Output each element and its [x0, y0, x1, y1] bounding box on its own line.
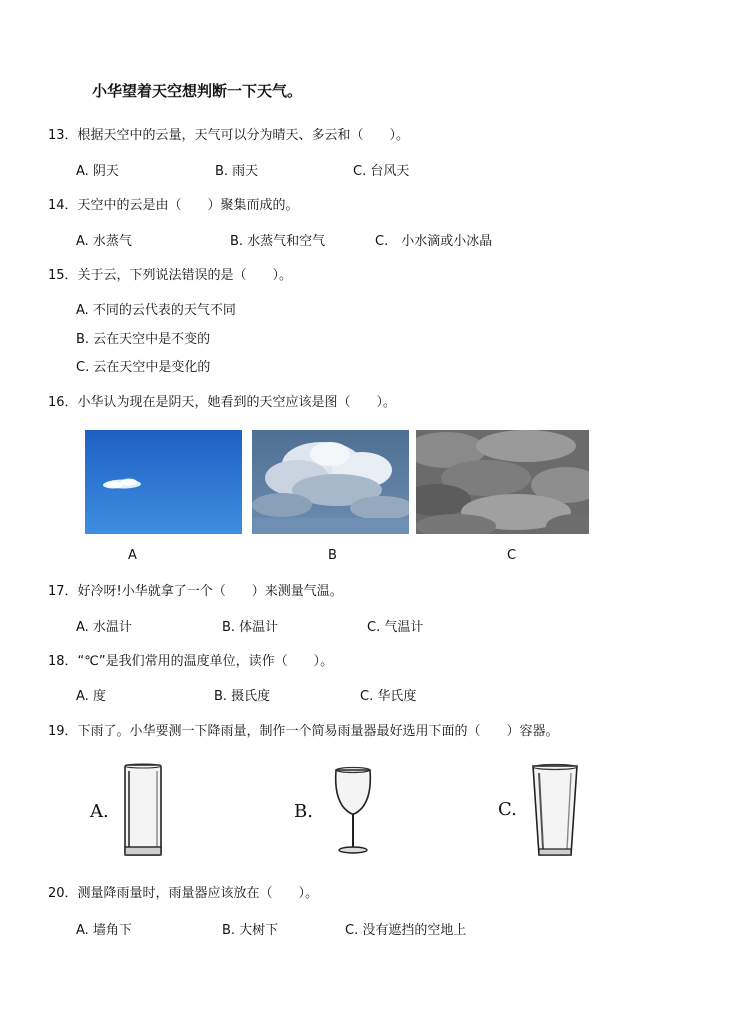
q15-option-a[interactable]: A. 不同的云代表的天气不同 — [76, 303, 236, 318]
clear-sky-photo — [85, 430, 242, 534]
wine-glass-icon[interactable] — [330, 766, 376, 860]
question-16: 16．小华认为现在是阴天，她看到的天空应该是图（ ）。 — [48, 395, 397, 410]
question-17: 17．好冷呀!小华就拿了一个（ ）来测量气温。 — [48, 584, 343, 599]
q20-option-b[interactable]: B. 大树下 — [222, 923, 279, 938]
question-18: 18．“℃”是我们常用的温度单位，读作（ ）。 — [48, 654, 334, 669]
glass-label-a[interactable]: A. — [90, 801, 109, 822]
overcast-sky-photo — [416, 430, 589, 534]
cumulus-cloud-photo — [252, 430, 409, 534]
question-14: 14．天空中的云是由（ ）聚集而成的。 — [48, 198, 299, 213]
section-title: 小华望着天空想判断一下天气。 — [92, 82, 303, 100]
glass-label-b[interactable]: B. — [294, 801, 313, 822]
q20-option-c[interactable]: C. 没有遮挡的空地上 — [345, 923, 467, 938]
q14-option-b[interactable]: B. 水蒸气和空气 — [230, 234, 326, 249]
glass-label-c[interactable]: C. — [498, 799, 517, 820]
q17-option-b[interactable]: B. 体温计 — [222, 620, 279, 635]
question-15: 15．关于云，下列说法错误的是（ ）。 — [48, 268, 293, 283]
tapered-glass-icon[interactable] — [530, 763, 580, 863]
tall-glass-icon[interactable] — [122, 763, 164, 863]
q13-option-b[interactable]: B. 雨天 — [215, 164, 259, 179]
q15-option-b[interactable]: B. 云在天空中是不变的 — [76, 332, 211, 347]
photo-label-b[interactable]: B — [328, 548, 337, 563]
question-13: 13．根据天空中的云量，天气可以分为晴天、多云和（ ）。 — [48, 128, 410, 143]
question-19: 19．下雨了。小华要测一下降雨量，制作一个简易雨量器最好选用下面的（ ）容器。 — [48, 724, 559, 739]
q18-option-b[interactable]: B. 摄氏度 — [214, 689, 271, 704]
q15-option-c[interactable]: C. 云在天空中是变化的 — [76, 360, 211, 375]
photo-label-c[interactable]: C — [507, 548, 517, 563]
q18-option-a[interactable]: A. 度 — [76, 689, 106, 704]
q17-option-c[interactable]: C. 气温计 — [367, 620, 424, 635]
q13-option-c[interactable]: C. 台风天 — [353, 164, 410, 179]
q18-option-c[interactable]: C. 华氏度 — [360, 689, 417, 704]
q14-option-c[interactable]: C. 小水滴或小冰晶 — [375, 234, 493, 249]
photo-label-a[interactable]: A — [128, 548, 137, 563]
question-20: 20．测量降雨量时，雨量器应该放在（ ）。 — [48, 886, 319, 901]
q20-option-a[interactable]: A. 墙角下 — [76, 923, 132, 938]
q14-option-a[interactable]: A. 水蒸气 — [76, 234, 132, 249]
q13-option-a[interactable]: A. 阴天 — [76, 164, 119, 179]
q17-option-a[interactable]: A. 水温计 — [76, 620, 132, 635]
